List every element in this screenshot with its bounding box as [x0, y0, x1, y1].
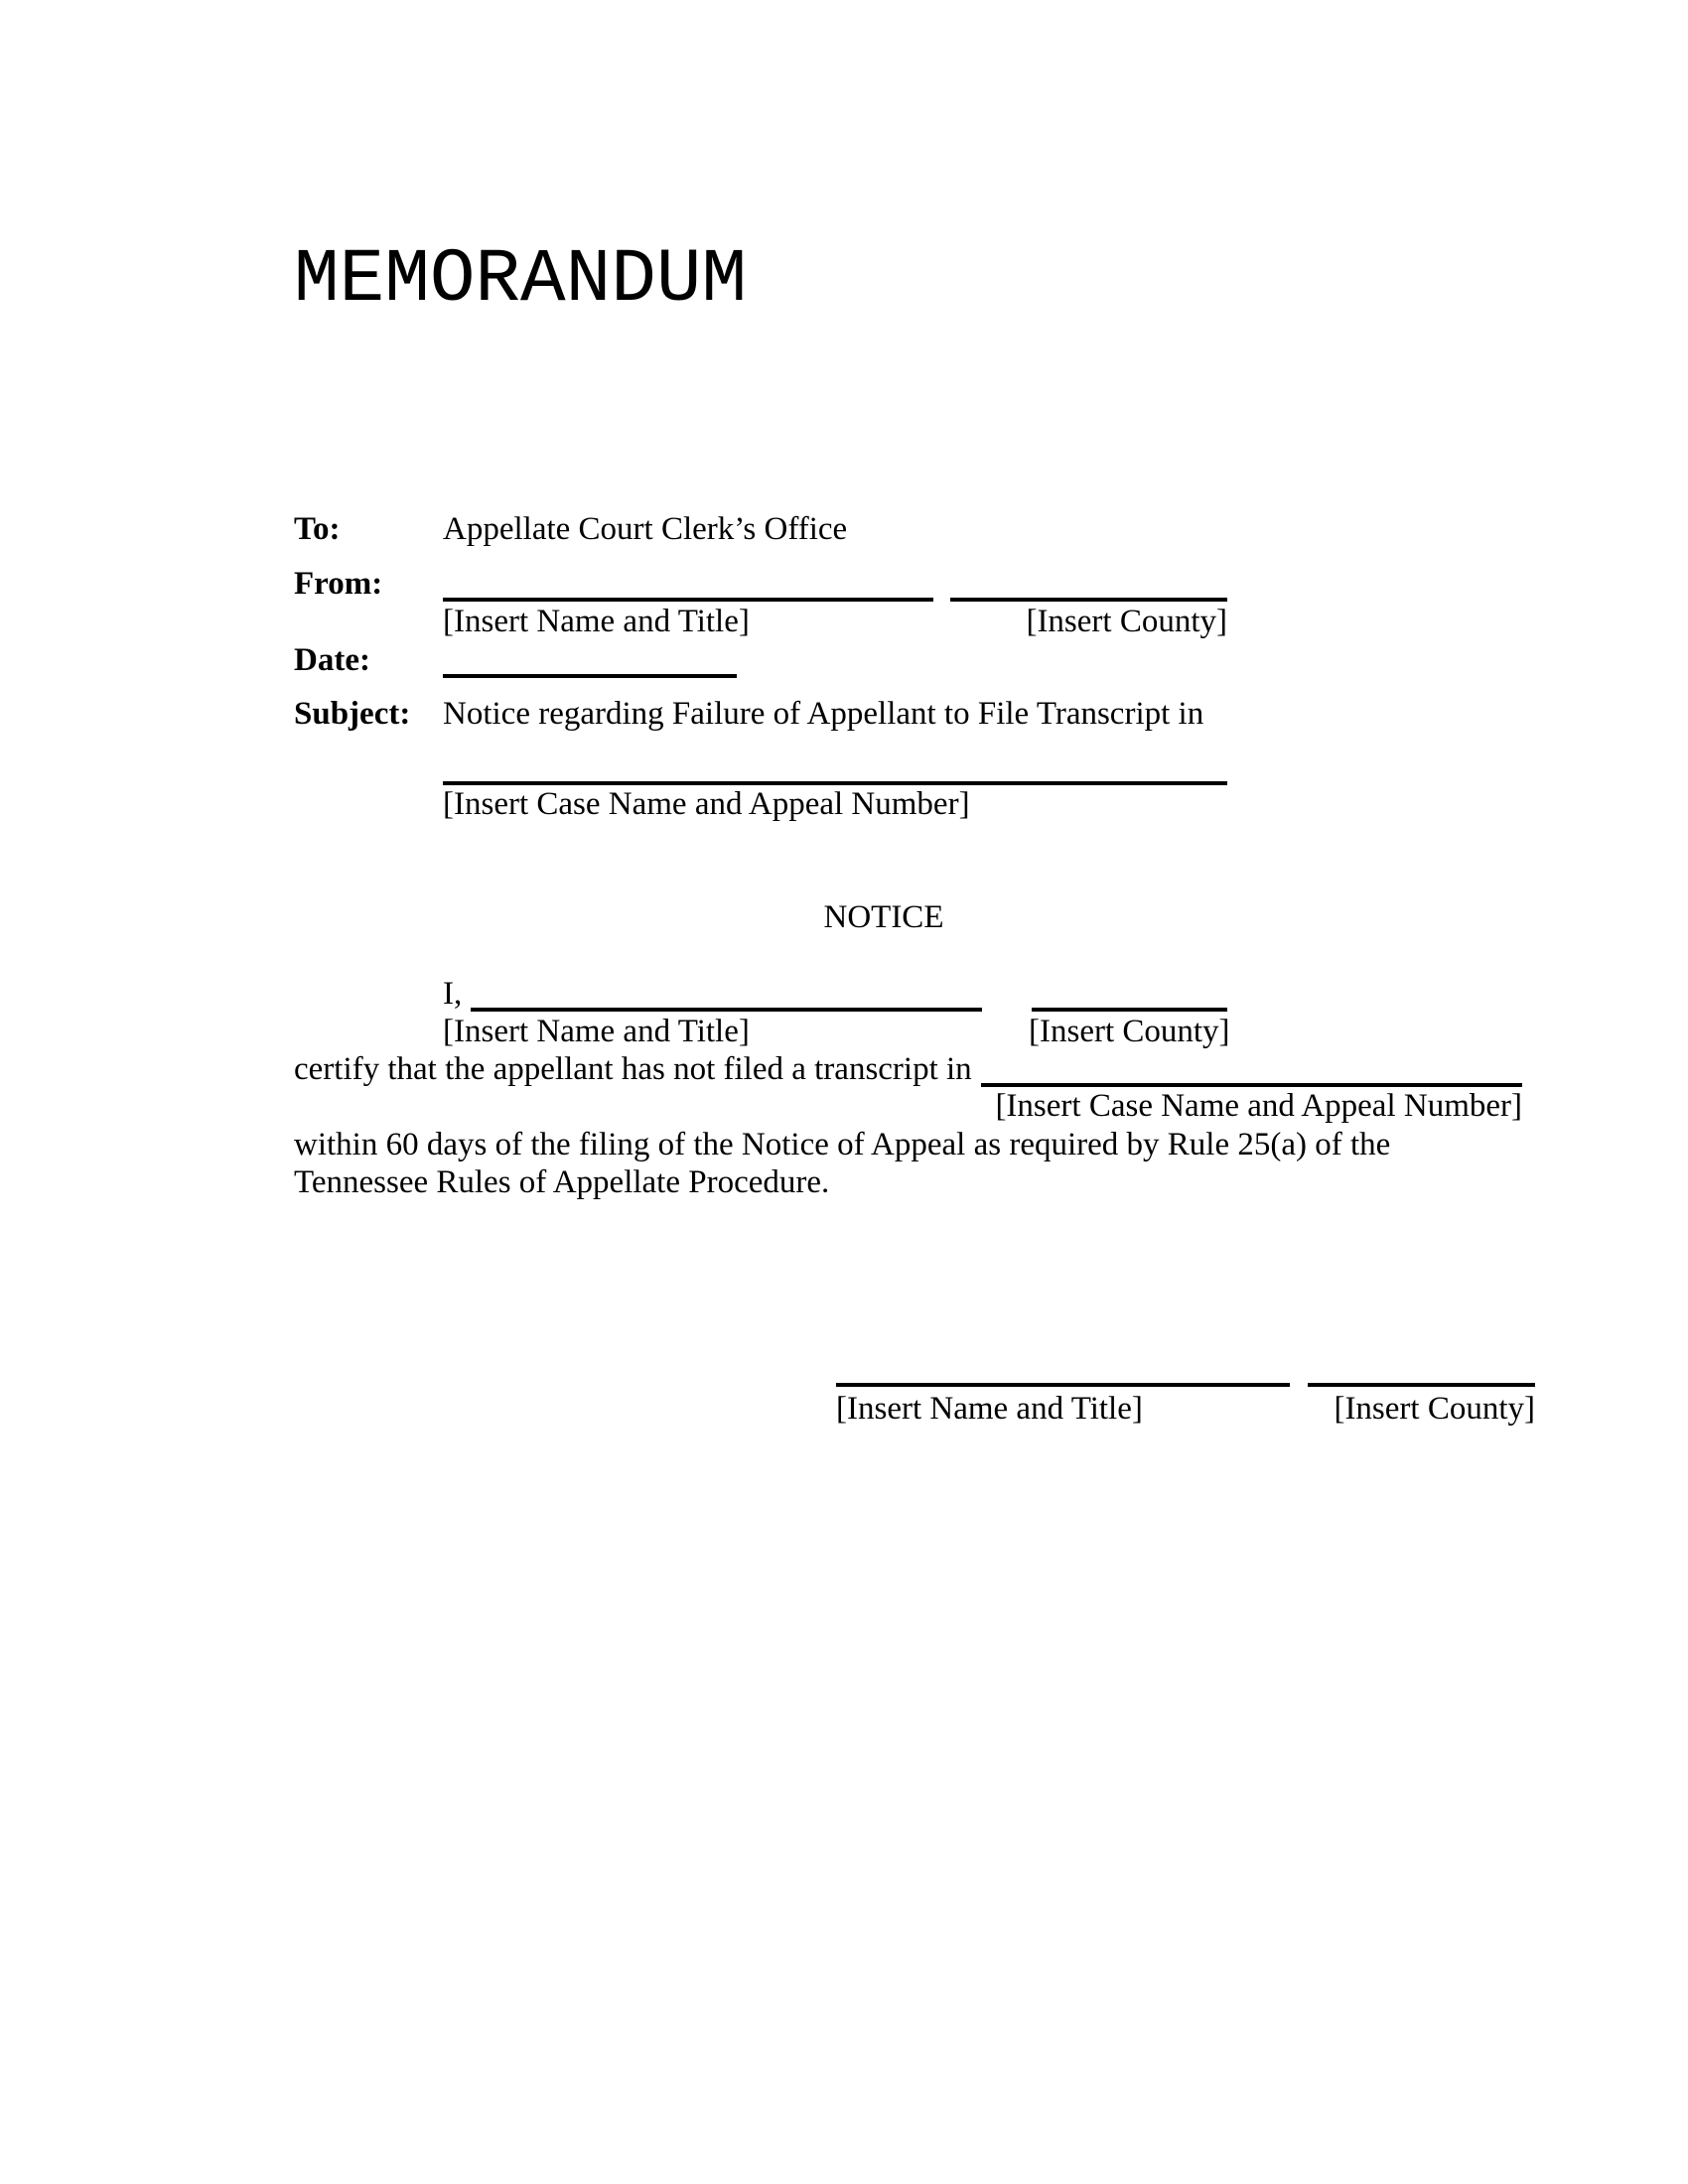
subject-case-line[interactable] — [443, 781, 1227, 785]
notice-county-line[interactable] — [1032, 1008, 1227, 1012]
date-line[interactable] — [443, 674, 737, 678]
from-county-hint: [Insert County] — [1026, 604, 1227, 639]
notice-case-line[interactable] — [981, 1083, 1522, 1087]
memo-title: MEMORANDUM — [294, 237, 748, 323]
notice-body-line2: Tennessee Rules of Appellate Procedure. — [294, 1164, 830, 1200]
certify-text: certify that the appellant has not filed a transcript in — [294, 1051, 972, 1087]
subject-label: Subject: — [294, 696, 411, 732]
notice-i-prefix: I, — [443, 976, 463, 1012]
to-label: To: — [294, 511, 341, 547]
from-name-hint: [Insert Name and Title] — [443, 604, 750, 639]
to-value: Appellate Court Clerk’s Office — [443, 511, 848, 547]
notice-name-hint: [Insert Name and Title] — [443, 1014, 750, 1049]
notice-body-line1: within 60 days of the filing of the Notice of Appeal as required by Rule 25(a) of the — [294, 1127, 1391, 1162]
signature-county-line[interactable] — [1308, 1383, 1535, 1387]
subject-value: Notice regarding Failure of Appellant to File Transcript in — [443, 696, 1204, 732]
from-label: From: — [294, 566, 383, 602]
notice-case-hint: [Insert Case Name and Appeal Number] — [995, 1088, 1522, 1124]
from-name-line[interactable] — [443, 598, 933, 602]
subject-case-hint: [Insert Case Name and Appeal Number] — [443, 786, 970, 822]
signature-name-line[interactable] — [836, 1383, 1290, 1387]
signature-county-hint: [Insert County] — [1334, 1391, 1535, 1427]
signature-name-hint: [Insert Name and Title] — [836, 1391, 1143, 1427]
from-county-line[interactable] — [950, 598, 1227, 602]
notice-county-hint: [Insert County] — [1029, 1014, 1230, 1049]
notice-name-line[interactable] — [471, 1008, 982, 1012]
date-label: Date: — [294, 642, 370, 678]
notice-heading: NOTICE — [823, 899, 944, 935]
